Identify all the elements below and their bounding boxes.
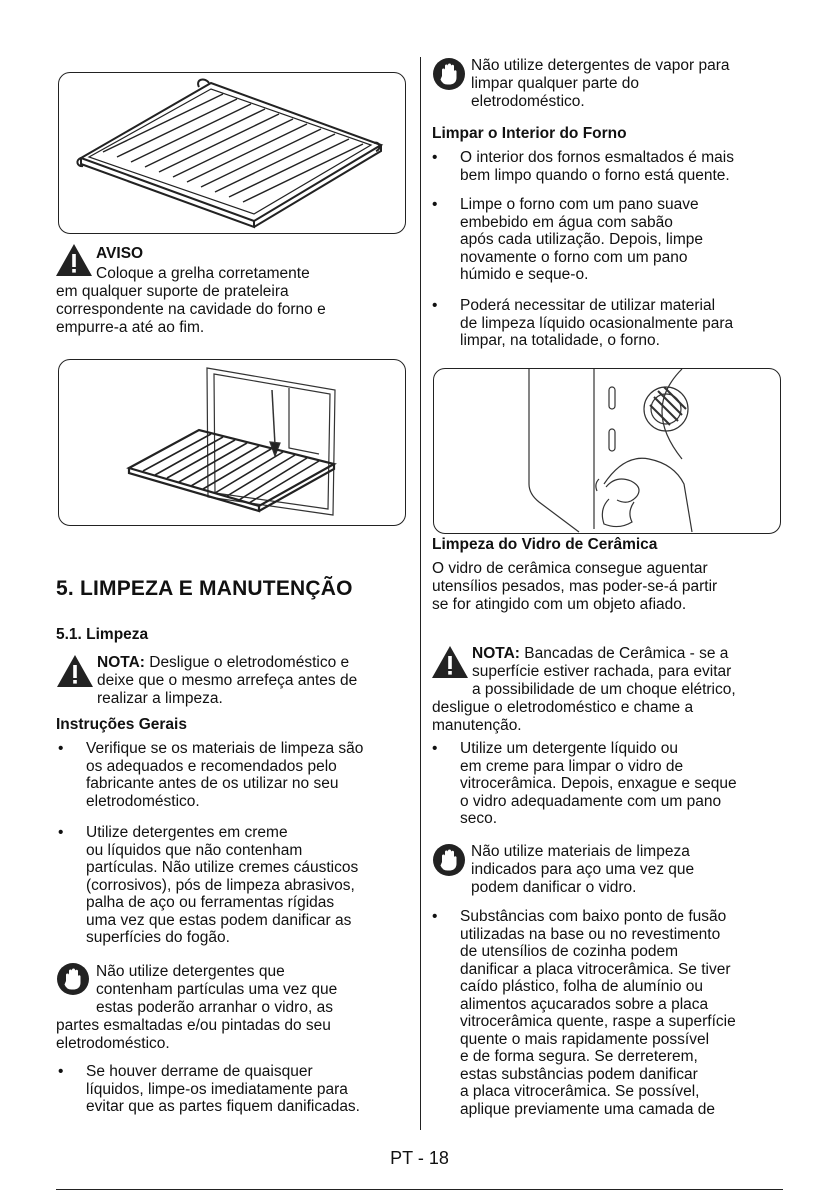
column-divider: [420, 57, 421, 1130]
bullet-line: a placa vitrocerâmica. Se possível,: [460, 1083, 700, 1100]
bullet-line: superfícies do fogão.: [86, 929, 230, 946]
hand-note-line: limpar qualquer parte do: [471, 75, 640, 92]
oven-cleaning-figure: [433, 368, 781, 534]
bullet-line: Se houver derrame de quaisquer: [86, 1063, 313, 1080]
bullet-line: vitrocerâmica quente, raspe a superfície: [460, 1013, 736, 1030]
bullet-line: (corrosivos), pós de limpeza abrasivos,: [86, 876, 355, 894]
bullet-dot: •: [58, 740, 64, 757]
interior-title: Limpar o Interior do Forno: [432, 125, 627, 142]
bullet-line: em creme para limpar o vidro de: [460, 757, 684, 775]
bullet-line: utilizadas na base ou no revestimento: [460, 925, 721, 943]
bullet-line: seco.: [460, 810, 498, 827]
bullet-line: Poderá necessitar de utilizar material: [460, 297, 716, 314]
nota-line: deixe que o mesmo arrefeça antes de: [97, 672, 358, 689]
bullet-line: fabricante antes de os utilizar no seu: [86, 775, 339, 792]
bullet-line: eletrodoméstico.: [86, 792, 200, 810]
bullet-line: de limpeza líquido ocasionalmente para: [460, 314, 734, 332]
nota-line: desligue o eletrodoméstico e chame a: [432, 699, 694, 716]
nota-text: Bancadas de Cerâmica - se a: [519, 645, 729, 662]
bullet-line: Substâncias com baixo ponto de fusão: [460, 908, 727, 925]
aviso-line: em qualquer suporte de prateleira: [56, 283, 289, 300]
warning-icon: [431, 645, 469, 679]
hand-stop-icon: [432, 57, 466, 91]
nota-line: manutenção.: [432, 717, 522, 734]
bullet-line: Verifique se os materiais de limpeza são: [86, 740, 364, 757]
bullet-dot: •: [432, 196, 438, 213]
bullet-line: aplique previamente uma camada de: [460, 1100, 716, 1118]
aviso-line: Coloque a grelha corretamente: [96, 265, 310, 282]
hand-note-line: Não utilize materiais de limpeza: [471, 843, 690, 860]
bullet-line: uma vez que estas podem danificar as: [86, 911, 352, 929]
hand-note-line: indicados para aço uma vez que: [471, 861, 695, 878]
bullet-line: caído plástico, folha de alumínio ou: [460, 978, 703, 995]
bullet-line: Utilize um detergente líquido ou: [460, 740, 678, 757]
hand-note-line: podem danificar o vidro.: [471, 879, 637, 896]
page-number: PT - 18: [390, 1148, 449, 1168]
aviso-line: correspondente na cavidade do forno e: [56, 301, 326, 318]
bullet-line: ou líquidos que não contenham: [86, 841, 303, 859]
section-title: 5. LIMPEZA E MANUTENÇÃO: [56, 577, 353, 600]
nota-line: [472, 645, 728, 663]
bullet-line: quente o mais rapidamente possível: [460, 1030, 710, 1048]
bullet-line: evitar que as partes fiquem danificadas.: [86, 1098, 360, 1115]
nota-line: realizar a limpeza.: [97, 690, 223, 707]
bullet-line: palha de aço ou ferramentas rígidas: [86, 894, 335, 911]
bullet-dot: •: [58, 1063, 64, 1080]
bullet-dot: •: [58, 824, 64, 841]
nota-label: NOTA:: [97, 654, 145, 671]
glass-text-line: O vidro de cerâmica consegue aguentar: [432, 560, 708, 577]
bullet-dot: •: [432, 740, 438, 757]
bullet-line: danificar a placa vitrocerâmica. Se tiver: [460, 960, 731, 978]
bullet-dot: •: [432, 908, 438, 925]
rack-insertion-illustration: [59, 360, 405, 525]
nota-line: a possibilidade de um choque elétrico,: [472, 681, 736, 698]
bullet-line: alimentos açucarados sobre a placa: [460, 995, 709, 1013]
nota-label: NOTA:: [472, 645, 520, 662]
hand-note-line: partes esmaltadas e/ou pintadas do seu: [56, 1017, 331, 1034]
hand-note-line: eletrodoméstico.: [56, 1035, 170, 1052]
nota-text: Desligue o eletrodoméstico e: [144, 654, 350, 671]
bullet-line: Utilize detergentes em creme: [86, 824, 288, 841]
nota-line: [97, 654, 349, 672]
bullet-line: e de forma segura. Se derreterem,: [460, 1048, 698, 1065]
bullet-dot: •: [432, 149, 438, 166]
bullet-line: líquidos, limpe-os imediatamente para: [86, 1080, 348, 1098]
bullet-line: húmido e seque-o.: [460, 266, 589, 283]
bullet-line: novamente o forno com um pano: [460, 248, 688, 266]
bullet-dot: •: [432, 297, 438, 314]
bullet-line: o vidro adequadamente com um pano: [460, 792, 722, 810]
bullet-line: após cada utilização. Depois, limpe: [460, 231, 703, 248]
wire-rack-figure: [58, 72, 406, 234]
glass-text-line: utensílios pesados, mas poder-se-á partir: [432, 578, 718, 595]
bullet-line: de utensílios de cozinha podem: [460, 943, 679, 960]
nota-line: superfície estiver rachada, para evitar: [472, 663, 732, 680]
warning-icon: [55, 243, 93, 277]
bullet-line: vitrocerâmica. Depois, enxague e seque: [460, 775, 737, 792]
aviso-line: empurre-a até ao fim.: [56, 319, 205, 336]
wire-rack-illustration: [59, 73, 405, 233]
bullet-line: partículas. Não utilize cremes cáusticos: [86, 859, 359, 876]
bullet-line: estas substâncias podem danificar: [460, 1065, 698, 1083]
hand-note-line: estas poderão arranhar o vidro, as: [96, 999, 333, 1016]
hand-note-line: Não utilize detergentes que: [96, 963, 285, 980]
subsection-title: 5.1. Limpeza: [56, 626, 149, 643]
hand-note-line: eletrodoméstico.: [471, 93, 585, 110]
hand-note-line: contenham partículas uma vez que: [96, 981, 338, 998]
bullet-line: os adequados e recomendados pelo: [86, 757, 337, 775]
bullet-line: Limpe o forno com um pano suave: [460, 196, 699, 213]
hand-note-line: Não utilize detergentes de vapor para: [471, 57, 730, 74]
oven-cleaning-illustration: [434, 369, 780, 533]
glass-title: Limpeza do Vidro de Cerâmica: [432, 536, 658, 553]
bullet-line: embebido em água com sabão: [460, 213, 673, 231]
warning-icon: [56, 654, 94, 688]
bullet-line: bem limpo quando o forno está quente.: [460, 166, 730, 184]
footer-rule: [56, 1189, 783, 1190]
bullet-line: limpar, na totalidade, o forno.: [460, 332, 660, 349]
rack-insertion-figure: [58, 359, 406, 526]
bullet-line: O interior dos fornos esmaltados é mais: [460, 149, 734, 166]
instructions-title: Instruções Gerais: [56, 716, 187, 733]
hand-stop-icon: [56, 962, 90, 996]
aviso-title: AVISO: [96, 245, 144, 262]
glass-text-line: se for atingido com um objeto afiado.: [432, 596, 687, 613]
hand-stop-icon: [432, 843, 466, 877]
